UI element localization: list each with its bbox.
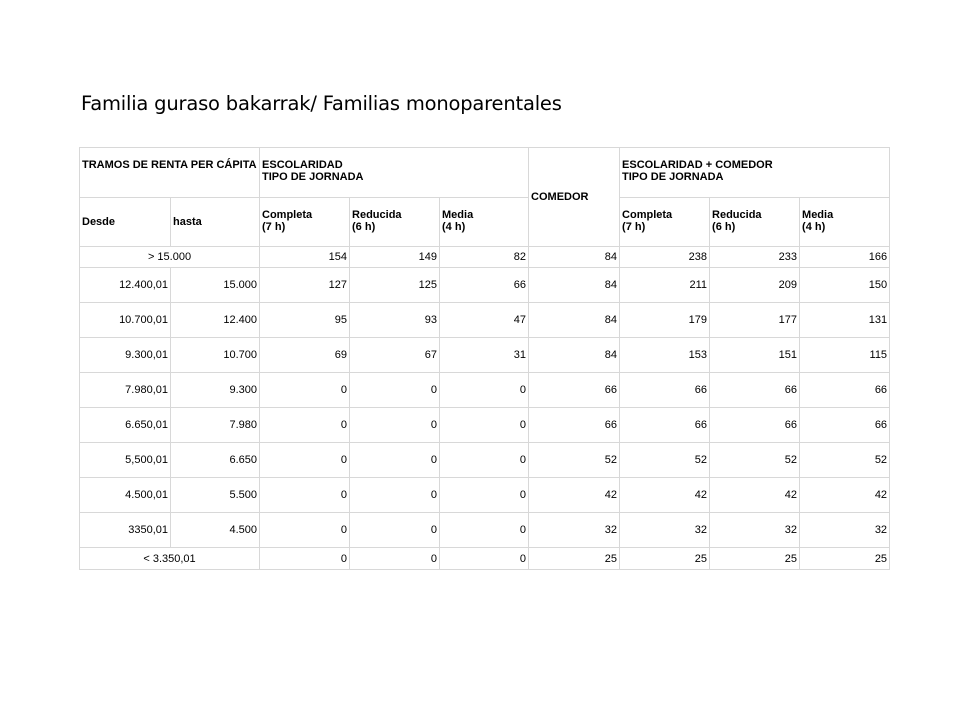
header-media-hours: (4 h) <box>442 221 466 233</box>
value-cell: 66 <box>529 408 620 443</box>
header-media <box>440 198 529 247</box>
table-row <box>80 268 890 303</box>
table-row <box>80 338 890 373</box>
value-cell: 31 <box>440 338 529 373</box>
header-completa-2-label: Completa <box>622 209 673 221</box>
value-cell: 66 <box>620 373 710 408</box>
value-cell: 233 <box>710 247 800 268</box>
value-cell: 32 <box>800 513 890 548</box>
header-esc-com-line1: ESCOLARIDAD + COMEDOR <box>622 159 773 171</box>
header-esc-com-line2: TIPO DE JORNADA <box>622 171 724 183</box>
value-cell: 154 <box>260 247 350 268</box>
value-cell: 42 <box>710 478 800 513</box>
value-cell: 0 <box>350 478 440 513</box>
value-cell: 127 <box>260 268 350 303</box>
value-cell: 42 <box>529 478 620 513</box>
header-escolaridad-line2: TIPO DE JORNADA <box>262 171 364 183</box>
value-cell: 209 <box>710 268 800 303</box>
value-cell: 238 <box>620 247 710 268</box>
range-cell: < 3.350,01 <box>80 548 260 570</box>
header-completa <box>260 198 350 247</box>
table-row <box>80 408 890 443</box>
value-cell: 42 <box>800 478 890 513</box>
header-completa-2-hours: (7 h) <box>622 221 646 233</box>
value-cell: 0 <box>260 408 350 443</box>
slide-title: Familia guraso bakarrak/ Familias monoparentales <box>81 92 562 115</box>
value-cell: 0 <box>350 373 440 408</box>
header-tramos: TRAMOS DE RENTA PER CÁPITA <box>80 148 260 198</box>
value-cell: 84 <box>529 247 620 268</box>
desde-cell: 3350,01 <box>80 513 171 548</box>
table-row <box>80 443 890 478</box>
table-row <box>80 373 890 408</box>
value-cell: 69 <box>260 338 350 373</box>
value-cell: 52 <box>529 443 620 478</box>
value-cell: 177 <box>710 303 800 338</box>
header-media-label: Media <box>442 209 474 221</box>
value-cell: 0 <box>440 408 529 443</box>
value-cell: 84 <box>529 303 620 338</box>
header-media-2-hours: (4 h) <box>802 221 826 233</box>
value-cell: 25 <box>620 548 710 570</box>
value-cell: 66 <box>440 268 529 303</box>
value-cell: 0 <box>440 443 529 478</box>
value-cell: 166 <box>800 247 890 268</box>
value-cell: 52 <box>620 443 710 478</box>
desde-cell: 5,500,01 <box>80 443 171 478</box>
value-cell: 52 <box>800 443 890 478</box>
hasta-cell: 15.000 <box>171 268 260 303</box>
value-cell: 150 <box>800 268 890 303</box>
header-escolaridad-line1: ESCOLARIDAD <box>262 159 343 171</box>
value-cell: 0 <box>350 548 440 570</box>
value-cell: 151 <box>710 338 800 373</box>
header-reducida <box>350 198 440 247</box>
value-cell: 0 <box>260 443 350 478</box>
value-cell: 131 <box>800 303 890 338</box>
value-cell: 66 <box>800 373 890 408</box>
value-cell: 67 <box>350 338 440 373</box>
value-cell: 153 <box>620 338 710 373</box>
value-cell: 0 <box>440 478 529 513</box>
table-row <box>80 548 890 570</box>
desde-cell: 12.400,01 <box>80 268 171 303</box>
value-cell: 25 <box>710 548 800 570</box>
desde-cell: 10.700,01 <box>80 303 171 338</box>
desde-cell: 6.650,01 <box>80 408 171 443</box>
header-row-1 <box>80 148 890 198</box>
header-comedor: COMEDOR <box>529 148 620 247</box>
header-reducida-label: Reducida <box>352 209 402 221</box>
value-cell: 0 <box>350 513 440 548</box>
range-cell: > 15.000 <box>80 247 260 268</box>
value-cell: 211 <box>620 268 710 303</box>
header-escolaridad <box>260 148 529 198</box>
value-cell: 0 <box>350 443 440 478</box>
value-cell: 115 <box>800 338 890 373</box>
value-cell: 93 <box>350 303 440 338</box>
header-reducida-2-hours: (6 h) <box>712 221 736 233</box>
header-reducida-2-label: Reducida <box>712 209 762 221</box>
header-row-2 <box>80 198 890 247</box>
value-cell: 66 <box>800 408 890 443</box>
header-desde: Desde <box>80 198 171 247</box>
value-cell: 0 <box>260 478 350 513</box>
value-cell: 47 <box>440 303 529 338</box>
hasta-cell: 6.650 <box>171 443 260 478</box>
desde-cell: 9.300,01 <box>80 338 171 373</box>
table-row <box>80 247 890 268</box>
header-completa-2 <box>620 198 710 247</box>
value-cell: 25 <box>529 548 620 570</box>
value-cell: 0 <box>440 373 529 408</box>
header-media-2-label: Media <box>802 209 834 221</box>
value-cell: 0 <box>260 373 350 408</box>
value-cell: 82 <box>440 247 529 268</box>
header-media-2 <box>800 198 890 247</box>
hasta-cell: 9.300 <box>171 373 260 408</box>
value-cell: 95 <box>260 303 350 338</box>
desde-cell: 4.500,01 <box>80 478 171 513</box>
value-cell: 0 <box>440 548 529 570</box>
value-cell: 32 <box>620 513 710 548</box>
value-cell: 0 <box>260 548 350 570</box>
table-row <box>80 478 890 513</box>
header-reducida-hours: (6 h) <box>352 221 376 233</box>
value-cell: 179 <box>620 303 710 338</box>
header-escolaridad-comedor <box>620 148 890 198</box>
value-cell: 84 <box>529 338 620 373</box>
value-cell: 42 <box>620 478 710 513</box>
value-cell: 84 <box>529 268 620 303</box>
hasta-cell: 5.500 <box>171 478 260 513</box>
header-hasta: hasta <box>171 198 260 247</box>
desde-cell: 7.980,01 <box>80 373 171 408</box>
table-row <box>80 513 890 548</box>
value-cell: 0 <box>440 513 529 548</box>
value-cell: 66 <box>710 408 800 443</box>
hasta-cell: 4.500 <box>171 513 260 548</box>
header-reducida-2 <box>710 198 800 247</box>
hasta-cell: 7.980 <box>171 408 260 443</box>
value-cell: 0 <box>350 408 440 443</box>
header-completa-hours: (7 h) <box>262 221 286 233</box>
table-row <box>80 303 890 338</box>
value-cell: 25 <box>800 548 890 570</box>
value-cell: 32 <box>529 513 620 548</box>
header-completa-label: Completa <box>262 209 313 221</box>
value-cell: 66 <box>529 373 620 408</box>
value-cell: 149 <box>350 247 440 268</box>
rent-table <box>79 147 890 570</box>
value-cell: 66 <box>710 373 800 408</box>
value-cell: 0 <box>260 513 350 548</box>
value-cell: 66 <box>620 408 710 443</box>
value-cell: 52 <box>710 443 800 478</box>
hasta-cell: 10.700 <box>171 338 260 373</box>
value-cell: 32 <box>710 513 800 548</box>
hasta-cell: 12.400 <box>171 303 260 338</box>
value-cell: 125 <box>350 268 440 303</box>
